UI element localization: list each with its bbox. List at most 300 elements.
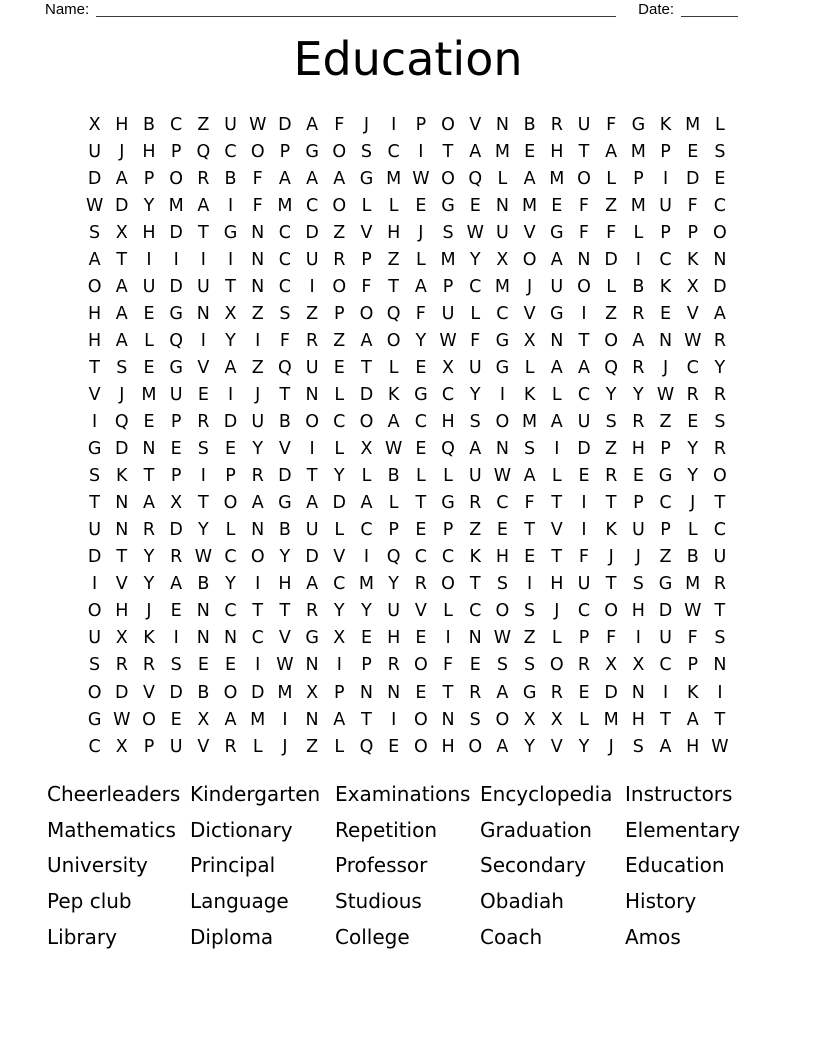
grid-letter: Z <box>197 114 210 135</box>
grid-letter: N <box>713 655 727 676</box>
grid-letter: I <box>227 384 234 405</box>
grid-letter: D <box>604 249 618 270</box>
grid-letter: S <box>197 439 209 460</box>
grid-letter: Y <box>197 520 209 541</box>
grid-letter: G <box>414 384 428 405</box>
grid-letter: T <box>89 493 100 514</box>
grid-letter: R <box>306 330 319 351</box>
grid-letter: D <box>278 114 292 135</box>
grid-letter: A <box>496 682 509 703</box>
grid-letter: W <box>194 547 212 568</box>
grid-letter: I <box>662 682 669 703</box>
grid-letter: E <box>143 357 155 378</box>
grid-letter: Y <box>252 439 264 460</box>
grid-letter: G <box>359 168 374 189</box>
grid-letter: D <box>169 682 183 703</box>
grid-letter: F <box>415 303 426 324</box>
grid-letter: G <box>550 222 564 243</box>
grid-letter: M <box>440 249 456 270</box>
grid-letter: Y <box>333 601 345 622</box>
grid-letter: S <box>469 709 481 730</box>
grid-letter: I <box>146 249 152 270</box>
grid-letter: A <box>142 493 155 514</box>
grid-letter: Y <box>687 466 699 487</box>
grid-letter: I <box>581 520 587 541</box>
grid-letter: U <box>577 574 591 595</box>
word-list-item: Principal <box>190 853 276 878</box>
grid-letter: T <box>197 222 209 243</box>
grid-letter: C <box>278 222 292 243</box>
grid-letter: L <box>388 493 399 514</box>
grid-letter: D <box>169 520 183 541</box>
grid-letter: I <box>527 574 533 595</box>
grid-letter: Y <box>632 384 644 405</box>
grid-letter: R <box>197 168 210 189</box>
grid-letter: V <box>523 303 536 324</box>
grid-letter: B <box>686 547 699 568</box>
grid-letter: H <box>550 141 564 162</box>
grid-letter: M <box>141 384 157 405</box>
grid-letter: N <box>196 601 210 622</box>
grid-letter: Y <box>469 384 481 405</box>
grid-letter: O <box>223 493 238 514</box>
grid-letter: G <box>495 357 510 378</box>
grid-letter: Y <box>143 195 155 216</box>
word-list-item: Pep club <box>47 888 132 913</box>
grid-letter: P <box>633 168 644 189</box>
grid-letter: C <box>88 736 101 757</box>
grid-letter: K <box>659 276 672 297</box>
grid-letter: Y <box>469 249 481 270</box>
grid-letter: D <box>332 493 347 514</box>
grid-letter: N <box>441 709 455 730</box>
grid-letter: F <box>687 195 698 216</box>
grid-letter: T <box>469 574 481 595</box>
grid-letter: R <box>469 493 482 514</box>
grid-letter: V <box>197 736 210 757</box>
grid-letter: Y <box>279 547 291 568</box>
grid-letter: M <box>494 276 510 297</box>
grid-letter: W <box>412 168 430 189</box>
grid-letter: J <box>255 384 261 405</box>
grid-letter: O <box>713 222 727 243</box>
grid-letter: X <box>550 709 563 730</box>
grid-letter: H <box>441 736 455 757</box>
grid-letter: O <box>495 601 510 622</box>
grid-letter: E <box>170 439 182 460</box>
grid-letter: T <box>89 357 100 378</box>
grid-letter: T <box>551 493 563 514</box>
grid-letter: Q <box>196 141 211 162</box>
grid-letter: E <box>469 195 481 216</box>
grid-letter: Z <box>469 520 482 541</box>
grid-letter: F <box>578 547 589 568</box>
grid-letter: O <box>332 195 347 216</box>
grid-letter: A <box>115 330 128 351</box>
grid-letter: W <box>656 384 675 405</box>
word-list-item: Elementary <box>625 817 741 842</box>
grid-letter: F <box>578 222 589 243</box>
grid-letter: A <box>469 141 482 162</box>
grid-letter: H <box>387 628 401 649</box>
grid-letter: F <box>606 114 617 135</box>
grid-letter: V <box>550 736 563 757</box>
grid-letter: Z <box>333 330 346 351</box>
grid-letter: K <box>116 466 128 487</box>
grid-letter: C <box>333 574 346 595</box>
grid-letter: U <box>305 249 319 270</box>
grid-letter: L <box>334 520 345 541</box>
grid-letter: J <box>608 736 614 757</box>
grid-letter: I <box>255 330 261 351</box>
grid-letter: C <box>360 520 373 541</box>
grid-letter: K <box>686 249 699 270</box>
grid-letter: K <box>387 384 400 405</box>
grid-letter: E <box>524 141 536 162</box>
grid-letter: W <box>85 195 104 216</box>
grid-letter: B <box>224 168 237 189</box>
grid-letter: A <box>306 114 319 135</box>
grid-letter: R <box>333 249 346 270</box>
grid-letter: I <box>336 655 342 676</box>
grid-letter: Y <box>225 330 236 351</box>
word-list-item: Mathematics <box>47 817 176 842</box>
grid-letter: T <box>361 709 372 730</box>
grid-letter: L <box>497 168 508 189</box>
grid-letter: U <box>468 466 482 487</box>
grid-letter: X <box>197 709 210 730</box>
grid-letter: O <box>250 547 265 568</box>
grid-letter: L <box>443 601 453 622</box>
grid-letter: R <box>197 412 210 433</box>
grid-letter: D <box>278 466 292 487</box>
grid-letter: U <box>88 520 101 541</box>
grid-letter: L <box>606 276 617 297</box>
grid-letter: K <box>469 547 481 568</box>
grid-letter: Y <box>687 439 699 460</box>
grid-letter: X <box>632 655 645 676</box>
word-list-item: History <box>625 888 697 913</box>
grid-letter: H <box>631 601 645 622</box>
grid-letter: F <box>334 114 345 135</box>
grid-letter: I <box>173 628 179 649</box>
grid-letter: G <box>87 709 102 730</box>
grid-letter: U <box>305 520 319 541</box>
grid-letter: F <box>578 195 589 216</box>
grid-letter: F <box>252 195 263 216</box>
grid-letter: A <box>115 276 128 297</box>
grid-letter: T <box>143 466 155 487</box>
grid-letter: T <box>578 141 590 162</box>
grid-letter: Z <box>251 357 264 378</box>
grid-letter: S <box>714 141 726 162</box>
grid-letter: T <box>252 601 264 622</box>
grid-letter: I <box>282 709 288 730</box>
grid-letter: C <box>224 141 237 162</box>
grid-letter: N <box>251 276 265 297</box>
grid-letter: Q <box>386 547 401 568</box>
grid-letter: A <box>333 709 346 730</box>
grid-letter: A <box>306 168 319 189</box>
grid-letter: M <box>250 709 266 730</box>
grid-letter: D <box>685 168 700 189</box>
grid-letter: F <box>252 168 263 189</box>
grid-letter: O <box>604 330 619 351</box>
grid-letter: R <box>605 466 618 487</box>
grid-letter: E <box>687 141 699 162</box>
grid-letter: X <box>88 114 101 135</box>
grid-letter: L <box>388 195 399 216</box>
grid-letter: F <box>442 655 454 676</box>
grid-letter: B <box>523 114 536 135</box>
grid-letter: C <box>224 601 237 622</box>
grid-letter: G <box>278 493 292 514</box>
grid-letter: R <box>142 655 156 676</box>
grid-letter: Z <box>659 547 672 568</box>
grid-letter: L <box>443 466 453 487</box>
grid-letter: L <box>334 384 345 405</box>
grid-letter: Z <box>523 628 536 649</box>
grid-letter: A <box>713 303 726 324</box>
grid-letter: O <box>495 709 510 730</box>
grid-letter: F <box>361 276 372 297</box>
grid-letter: W <box>493 628 512 649</box>
grid-letter: I <box>309 276 315 297</box>
grid-letter: Y <box>714 357 726 378</box>
grid-letter: I <box>92 412 98 433</box>
grid-letter: T <box>605 574 617 595</box>
grid-letter: A <box>115 168 128 189</box>
grid-letter: O <box>305 412 319 433</box>
grid-letter: J <box>146 601 152 622</box>
grid-letter: C <box>686 357 699 378</box>
grid-letter: O <box>142 709 156 730</box>
grid-letter: R <box>686 384 699 405</box>
grid-letter: U <box>577 412 591 433</box>
grid-letter: H <box>631 709 645 730</box>
grid-letter: M <box>522 195 538 216</box>
grid-letter: Y <box>143 574 155 595</box>
grid-letter: P <box>442 276 454 297</box>
grid-letter: R <box>306 601 319 622</box>
grid-letter: E <box>469 655 481 676</box>
word-list-item: Education <box>625 853 725 878</box>
grid-letter: N <box>468 628 482 649</box>
grid-letter: H <box>631 439 645 460</box>
grid-letter: P <box>143 736 155 757</box>
grid-letter: O <box>87 601 102 622</box>
grid-letter: R <box>414 574 427 595</box>
grid-letter: U <box>88 628 101 649</box>
grid-letter: P <box>415 114 427 135</box>
grid-letter: I <box>662 168 669 189</box>
grid-letter: L <box>551 384 562 405</box>
grid-letter: Q <box>468 168 483 189</box>
grid-letter: I <box>309 439 315 460</box>
grid-letter: L <box>144 330 154 351</box>
grid-letter: H <box>550 574 564 595</box>
grid-letter: L <box>252 736 263 757</box>
name-label: Name: <box>45 1 90 18</box>
grid-letter: V <box>360 222 373 243</box>
grid-letter: O <box>549 655 564 676</box>
grid-letter: U <box>224 114 237 135</box>
grid-letter: O <box>332 141 347 162</box>
grid-letter: P <box>388 520 399 541</box>
grid-letter: U <box>496 222 509 243</box>
grid-letter: A <box>360 330 373 351</box>
grid-letter: U <box>169 384 183 405</box>
grid-letter: A <box>306 493 319 514</box>
grid-letter: R <box>577 655 591 676</box>
grid-letter: A <box>224 709 237 730</box>
grid-letter: U <box>387 601 401 622</box>
grid-letter: C <box>278 249 292 270</box>
grid-letter: O <box>413 709 428 730</box>
grid-letter: N <box>387 682 401 703</box>
grid-letter: T <box>306 466 318 487</box>
grid-letter: S <box>632 736 644 757</box>
grid-letter: O <box>87 682 102 703</box>
grid-letter: I <box>363 547 370 568</box>
grid-letter: N <box>550 330 564 351</box>
grid-letter: I <box>635 249 641 270</box>
grid-letter: Q <box>278 357 292 378</box>
grid-letter: X <box>523 709 536 730</box>
grid-letter: V <box>550 520 563 541</box>
grid-letter: T <box>225 276 236 297</box>
grid-letter: E <box>524 547 536 568</box>
grid-letter: C <box>469 601 482 622</box>
grid-letter: P <box>225 466 236 487</box>
grid-letter: T <box>714 601 726 622</box>
grid-letter: I <box>227 249 234 270</box>
grid-letter: V <box>197 357 210 378</box>
grid-letter: A <box>197 195 210 216</box>
grid-letter: A <box>550 249 563 270</box>
grid-letter: C <box>305 195 319 216</box>
grid-letter: R <box>251 466 264 487</box>
grid-letter: O <box>441 574 455 595</box>
grid-letter: E <box>225 655 237 676</box>
word-list <box>47 776 795 954</box>
grid-letter: A <box>577 357 590 378</box>
grid-letter: N <box>577 249 591 270</box>
grid-letter: H <box>142 141 156 162</box>
grid-letter: C <box>713 520 727 541</box>
grid-letter: A <box>170 574 183 595</box>
grid-letter: Z <box>659 412 672 433</box>
grid-letter: H <box>495 547 509 568</box>
grid-letter: N <box>305 384 319 405</box>
grid-letter: S <box>496 574 508 595</box>
grid-letter: T <box>714 709 726 730</box>
grid-letter: O <box>604 601 619 622</box>
grid-letter: P <box>334 303 345 324</box>
grid-letter: C <box>414 412 427 433</box>
grid-letter: E <box>578 466 590 487</box>
grid-letter: U <box>659 628 672 649</box>
grid-letter: O <box>250 141 265 162</box>
grid-letter: V <box>414 601 427 622</box>
grid-letter: S <box>605 412 617 433</box>
grid-letter: K <box>659 114 672 135</box>
word-list-item: College <box>335 924 410 949</box>
grid-letter: A <box>550 412 563 433</box>
grid-letter: W <box>249 114 267 135</box>
grid-letter: W <box>113 709 131 730</box>
grid-letter: N <box>305 709 319 730</box>
grid-letter: F <box>524 493 535 514</box>
grid-letter: A <box>306 574 319 595</box>
grid-letter: L <box>524 357 535 378</box>
grid-letter: A <box>414 276 427 297</box>
grid-letter: B <box>197 574 210 595</box>
grid-letter: L <box>715 114 725 135</box>
grid-letter: L <box>470 303 481 324</box>
grid-letter: X <box>306 682 319 703</box>
grid-letter: H <box>115 601 129 622</box>
grid-letter: R <box>142 520 156 541</box>
grid-letter: F <box>687 628 698 649</box>
grid-letter: E <box>578 682 590 703</box>
grid-letter: S <box>116 357 128 378</box>
grid-letter: N <box>631 682 645 703</box>
grid-letter: A <box>659 736 672 757</box>
grid-letter: E <box>415 682 427 703</box>
grid-letter: W <box>684 330 702 351</box>
word-search-grid <box>81 111 734 760</box>
grid-letter: A <box>550 357 563 378</box>
grid-letter: E <box>551 195 563 216</box>
grid-letter: Y <box>333 466 345 487</box>
grid-letter: H <box>142 222 156 243</box>
grid-letter: I <box>499 384 505 405</box>
grid-letter: R <box>469 682 482 703</box>
grid-letter: T <box>116 547 128 568</box>
grid-letter: A <box>632 330 645 351</box>
grid-letter: S <box>360 141 373 162</box>
grid-letter: J <box>527 276 533 297</box>
grid-letter: T <box>116 249 128 270</box>
grid-letter: L <box>388 357 399 378</box>
grid-letter: L <box>551 466 562 487</box>
grid-letter: D <box>115 195 129 216</box>
grid-letter: A <box>88 249 101 270</box>
grid-letter: R <box>713 574 726 595</box>
word-list-item: Language <box>190 888 289 913</box>
grid-letter: I <box>173 249 179 270</box>
grid-letter: U <box>713 547 727 568</box>
grid-letter: T <box>197 493 209 514</box>
grid-letter: D <box>87 547 102 568</box>
grid-letter: W <box>711 736 729 757</box>
grid-letter: K <box>605 520 617 541</box>
grid-letter: T <box>388 276 399 297</box>
grid-letter: Z <box>605 439 618 460</box>
grid-letter: O <box>441 168 455 189</box>
grid-letter: L <box>579 709 589 730</box>
grid-letter: C <box>659 249 672 270</box>
grid-letter: S <box>496 655 508 676</box>
grid-letter: A <box>686 709 699 730</box>
grid-letter: R <box>632 357 645 378</box>
grid-letter: V <box>469 114 482 135</box>
grid-letter: A <box>251 493 264 514</box>
grid-letter: D <box>305 222 319 243</box>
grid-letter: T <box>524 520 535 541</box>
grid-letter: P <box>660 141 671 162</box>
